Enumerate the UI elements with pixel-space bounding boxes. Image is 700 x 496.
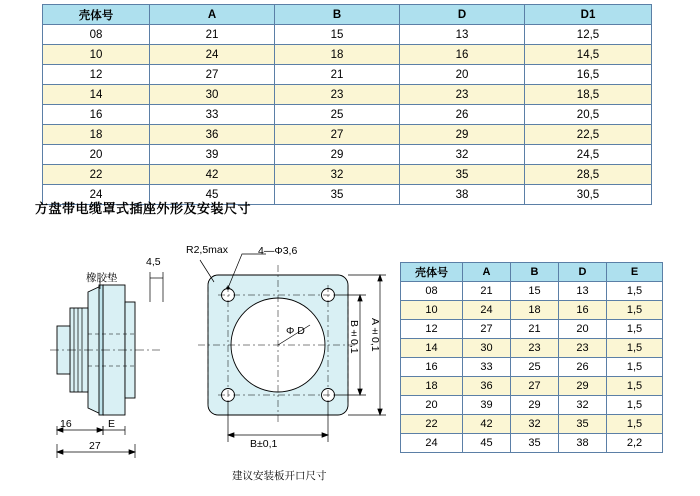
cell-d: 29 (559, 377, 607, 396)
leader-radius (200, 260, 214, 282)
table-row (43, 125, 652, 145)
cell-b: 29 (275, 145, 400, 165)
cell-b: 32 (275, 165, 400, 185)
column-header-a: A (150, 5, 275, 25)
cell-d: 29 (400, 125, 525, 145)
label-dim-16: 16 (60, 418, 72, 430)
label-height-a: A±0,1 (369, 318, 381, 352)
cell-shell: 10 (43, 45, 150, 65)
top-spec-table (42, 4, 652, 205)
cell-d: 38 (559, 434, 607, 453)
cell-b: 27 (275, 125, 400, 145)
cell-a: 42 (150, 165, 275, 185)
cell-shell: 12 (43, 65, 150, 85)
cell-d1: 14,5 (525, 45, 652, 65)
cell-d: 35 (559, 415, 607, 434)
cell-b: 21 (511, 320, 559, 339)
column-header-b: B (275, 5, 400, 25)
column-header-d1: D1 (525, 5, 652, 25)
cell-shell: 20 (401, 396, 463, 415)
table-row (43, 25, 652, 45)
cell-b: 21 (275, 65, 400, 85)
cell-a: 27 (150, 65, 275, 85)
cell-d1: 24,5 (525, 145, 652, 165)
cell-d1: 28,5 (525, 165, 652, 185)
cell-a: 24 (150, 45, 275, 65)
table-row (401, 282, 663, 301)
cell-e: 1,5 (607, 377, 663, 396)
front-view-drawing (180, 230, 410, 496)
table-row (401, 396, 663, 415)
table-row (43, 105, 652, 125)
label-height-b: B±0,1 (348, 320, 360, 354)
cell-shell: 20 (43, 145, 150, 165)
cell-b: 29 (511, 396, 559, 415)
cell-shell: 24 (43, 185, 150, 205)
cell-a: 39 (150, 145, 275, 165)
cell-d1: 30,5 (525, 185, 652, 205)
cell-d: 35 (400, 165, 525, 185)
table-row (43, 85, 652, 105)
cell-e: 1,5 (607, 358, 663, 377)
table-row (401, 377, 663, 396)
cell-d1: 22,5 (525, 125, 652, 145)
cell-a: 36 (463, 377, 511, 396)
cell-b: 25 (275, 105, 400, 125)
cell-shell: 08 (401, 282, 463, 301)
cell-a: 27 (463, 320, 511, 339)
cell-b: 15 (275, 25, 400, 45)
table-row (401, 415, 663, 434)
cell-shell: 24 (401, 434, 463, 453)
cell-b: 18 (275, 45, 400, 65)
cell-d: 16 (559, 301, 607, 320)
cell-d1: 16,5 (525, 65, 652, 85)
cell-shell: 22 (401, 415, 463, 434)
cell-b: 25 (511, 358, 559, 377)
cell-d: 20 (400, 65, 525, 85)
cell-shell: 18 (401, 377, 463, 396)
cell-e: 1,5 (607, 396, 663, 415)
column-header-a: A (463, 263, 511, 282)
bottom-spec-table-container (400, 262, 663, 453)
cell-shell: 22 (43, 165, 150, 185)
label-dim-27: 27 (89, 440, 101, 452)
cell-d: 13 (400, 25, 525, 45)
cell-a: 45 (463, 434, 511, 453)
top-spec-table-container (42, 4, 652, 205)
cell-shell: 18 (43, 125, 150, 145)
column-header-shell: 壳体号 (401, 263, 463, 282)
cell-d: 38 (400, 185, 525, 205)
cell-e: 1,5 (607, 415, 663, 434)
cell-shell: 16 (43, 105, 150, 125)
label-caption: 建议安装板开口尺寸 (232, 470, 327, 482)
cell-a: 33 (150, 105, 275, 125)
cell-shell: 14 (401, 339, 463, 358)
label-dim-45: 4,5 (146, 256, 161, 268)
column-header-b: B (511, 263, 559, 282)
label-radius: R2,5max (186, 244, 229, 256)
cell-a: 45 (150, 185, 275, 205)
cell-b: 35 (275, 185, 400, 205)
cell-shell: 16 (401, 358, 463, 377)
cell-d: 13 (559, 282, 607, 301)
cell-shell: 08 (43, 25, 150, 45)
column-header-d: D (400, 5, 525, 25)
cell-d: 20 (559, 320, 607, 339)
cell-d1: 20,5 (525, 105, 652, 125)
cell-b: 27 (511, 377, 559, 396)
cell-d: 32 (559, 396, 607, 415)
label-rubber-pad: 橡胶垫 (86, 272, 118, 284)
cell-a: 42 (463, 415, 511, 434)
label-diameter-d: Φ D (286, 325, 305, 337)
cell-e: 1,5 (607, 301, 663, 320)
table-row (401, 320, 663, 339)
table-row (401, 301, 663, 320)
table-row (401, 358, 663, 377)
cell-a: 21 (463, 282, 511, 301)
cell-a: 24 (463, 301, 511, 320)
bottom-spec-table (400, 262, 663, 453)
leader-45 (150, 272, 163, 302)
table-header-row (401, 263, 663, 282)
table-row (43, 145, 652, 165)
cell-d: 23 (559, 339, 607, 358)
table-row (401, 339, 663, 358)
label-width-b: B±0,1 (250, 438, 278, 450)
front-view-svg (180, 230, 410, 496)
cell-d: 26 (559, 358, 607, 377)
label-holes: 4—Φ3,6 (258, 245, 298, 257)
cell-d: 26 (400, 105, 525, 125)
column-header-shell: 壳体号 (43, 5, 150, 25)
column-header-d: D (559, 263, 607, 282)
table-row (401, 434, 663, 453)
cell-a: 39 (463, 396, 511, 415)
cell-d: 32 (400, 145, 525, 165)
cell-a: 30 (150, 85, 275, 105)
cell-a: 36 (150, 125, 275, 145)
table-header-row (43, 5, 652, 25)
cell-b: 32 (511, 415, 559, 434)
cell-b: 15 (511, 282, 559, 301)
cell-b: 23 (511, 339, 559, 358)
cell-b: 35 (511, 434, 559, 453)
cell-d1: 12,5 (525, 25, 652, 45)
table-row (43, 65, 652, 85)
cell-e: 1,5 (607, 282, 663, 301)
label-dim-e: E (108, 418, 116, 430)
cell-a: 30 (463, 339, 511, 358)
cell-e: 1,5 (607, 339, 663, 358)
cell-b: 18 (511, 301, 559, 320)
cell-d1: 18,5 (525, 85, 652, 105)
cell-a: 21 (150, 25, 275, 45)
table-row (43, 165, 652, 185)
cell-a: 33 (463, 358, 511, 377)
cell-shell: 10 (401, 301, 463, 320)
cell-d: 16 (400, 45, 525, 65)
column-header-e: E (607, 263, 663, 282)
cell-e: 1,5 (607, 320, 663, 339)
cell-shell: 12 (401, 320, 463, 339)
section-title: 方盘带电缆罩式插座外形及安装尺寸 (35, 201, 252, 216)
cell-e: 2,2 (607, 434, 663, 453)
cell-b: 23 (275, 85, 400, 105)
cell-shell: 14 (43, 85, 150, 105)
table-row (43, 45, 652, 65)
cell-d: 23 (400, 85, 525, 105)
